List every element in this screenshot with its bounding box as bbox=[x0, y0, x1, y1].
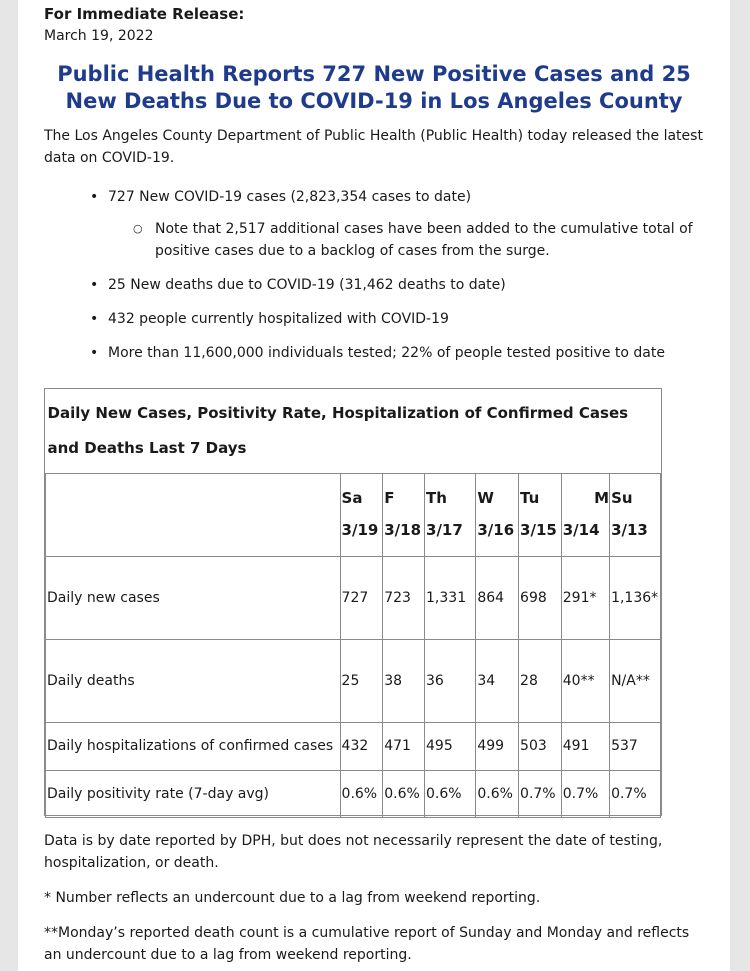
table-cell: 28 bbox=[519, 639, 562, 722]
table-header-day bbox=[425, 473, 476, 556]
table-cell: 36 bbox=[425, 639, 476, 722]
table-cell: 537 bbox=[610, 722, 661, 770]
release-date: March 19, 2022 bbox=[44, 28, 154, 44]
date-label: 3/17 bbox=[426, 520, 463, 539]
date-label: 3/13 bbox=[611, 520, 648, 539]
press-release-page bbox=[18, 0, 730, 971]
bullet-cases-note: ○ Note that 2,517 additional cases have been added to the cumulative total of positive cases due to a backlog of cases from the surge. bbox=[44, 218, 704, 262]
bullet-deaths-text: 25 New deaths due to COVID-19 (31,462 deaths to date) bbox=[108, 277, 506, 293]
table-header-day bbox=[519, 473, 562, 556]
row-label: Daily deaths bbox=[46, 639, 341, 722]
bullet-hospitalized-text: 432 people currently hospitalized with COVID-19 bbox=[108, 311, 449, 327]
table-cell: 34 bbox=[476, 639, 519, 722]
table-cell: 491 bbox=[561, 722, 609, 770]
release-label: For Immediate Release: bbox=[44, 5, 245, 23]
day-label: Tu bbox=[520, 488, 540, 507]
data-table-wrapper bbox=[44, 388, 662, 816]
headline: Public Health Reports 727 New Positive Cases and 25 New Deaths Due to COVID-19 in Los Angeles County bbox=[57, 62, 691, 113]
table-cell: 698 bbox=[519, 556, 562, 639]
bullet-deaths bbox=[44, 274, 704, 296]
date-label: 3/18 bbox=[384, 520, 422, 539]
table-row bbox=[46, 722, 661, 770]
table-header-day bbox=[561, 473, 609, 556]
day-label: F bbox=[384, 488, 395, 507]
date-label: 3/15 bbox=[520, 520, 557, 539]
table-cell: 38 bbox=[383, 639, 425, 722]
intro-paragraph: The Los Angeles County Department of Public Health (Public Health) today released the latest data on COVID-19. bbox=[44, 128, 703, 166]
date-label: 3/19 bbox=[341, 520, 379, 539]
day-label: Sa bbox=[341, 488, 363, 507]
bullet-hospitalized bbox=[44, 308, 704, 330]
row-label: Daily positivity rate (7-day avg) bbox=[46, 770, 341, 817]
table-cell: N/A** bbox=[610, 639, 661, 722]
summary-bullets bbox=[44, 186, 704, 364]
table-cell: 0.7% bbox=[610, 770, 661, 817]
table-cell: 503 bbox=[519, 722, 562, 770]
day-label: W bbox=[477, 488, 494, 507]
table-title: Daily New Cases, Positivity Rate, Hospitalization of Confirmed Cases and Deaths Last 7 Days bbox=[46, 389, 661, 473]
table-cell: 0.6% bbox=[340, 770, 383, 817]
table-cell: 1,331 bbox=[425, 556, 476, 639]
table-cell: 432 bbox=[340, 722, 383, 770]
bullet-cases bbox=[44, 186, 704, 262]
table-header-day bbox=[340, 473, 383, 556]
table-cell: 0.7% bbox=[519, 770, 562, 817]
row-label: Daily hospitalizations of confirmed cases bbox=[46, 722, 341, 770]
double-star-note: **Monday’s reported death count is a cumulative report of Sunday and Monday and reflects an undercount due to a lag from weekend reporting. bbox=[44, 925, 690, 963]
day-label: Th bbox=[426, 488, 447, 507]
table-row bbox=[46, 556, 661, 639]
table-header-day bbox=[383, 473, 425, 556]
table-cell: 495 bbox=[425, 722, 476, 770]
bullet-tested-text: More than 11,600,000 individuals tested; 22% of people tested positive to date bbox=[108, 345, 665, 361]
table-cell: 40** bbox=[561, 639, 609, 722]
table-cell: 727 bbox=[340, 556, 383, 639]
date-label: 3/14 bbox=[562, 520, 600, 539]
date-label: 3/16 bbox=[477, 520, 515, 539]
table-cell: 723 bbox=[383, 556, 425, 639]
data-table bbox=[45, 389, 661, 818]
table-header-empty bbox=[46, 473, 341, 556]
bullet-cases-text: • 727 New COVID-19 cases (2,823,354 cases to date) bbox=[108, 189, 472, 205]
table-cell: 291* bbox=[561, 556, 609, 639]
sub-bullets bbox=[108, 218, 704, 262]
table-cell: 0.7% bbox=[561, 770, 609, 817]
table-cell: 25 bbox=[340, 639, 383, 722]
table-row bbox=[46, 639, 661, 722]
table-cell: 0.6% bbox=[383, 770, 425, 817]
data-note: Data is by date reported by DPH, but does not necessarily represent the date of testing, hospitalization, or death. bbox=[44, 833, 663, 871]
bullet-tested bbox=[44, 342, 704, 364]
table-header-day bbox=[476, 473, 519, 556]
table-cell: 0.6% bbox=[476, 770, 519, 817]
table-cell: 471 bbox=[383, 722, 425, 770]
day-label: M bbox=[594, 488, 610, 507]
table-header-day bbox=[610, 473, 661, 556]
table-cell: 1,136* bbox=[610, 556, 661, 639]
day-label: Su bbox=[611, 488, 633, 507]
table-cell: 0.6% bbox=[425, 770, 476, 817]
row-label: Daily new cases bbox=[46, 556, 341, 639]
table-cell: 499 bbox=[476, 722, 519, 770]
table-cell: 864 bbox=[476, 556, 519, 639]
single-star-note: * Number reflects an undercount due to a lag from weekend reporting. bbox=[44, 890, 541, 906]
table-row bbox=[46, 770, 661, 817]
